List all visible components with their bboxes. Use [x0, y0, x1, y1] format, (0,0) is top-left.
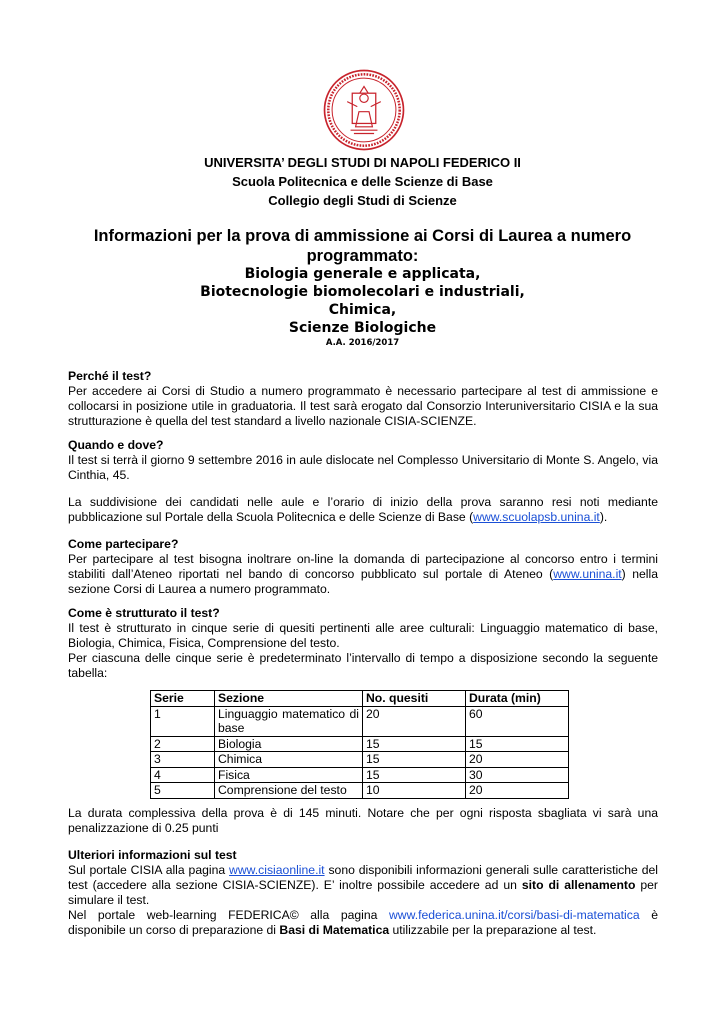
section-why [68, 369, 658, 429]
section-more-heading: Ulteriori informazioni sul test [68, 848, 237, 862]
table-header-row [151, 691, 569, 707]
scuolapsb-link[interactable]: www.scuolapsb.unina.it [473, 510, 600, 524]
section-more-p2-a: Nel portale web-learning FEDERICA© alla pagina [68, 908, 389, 922]
section-more [68, 848, 658, 938]
section-more-p1-a: Sul portale CISIA alla pagina [68, 863, 230, 877]
table-row [151, 736, 569, 752]
basi-matematica-text: Basi di Matematica [279, 923, 390, 937]
page-title-line2: programmato: [306, 247, 419, 265]
section-more-p2-c: utilizzabile per la preparazione al test. [389, 923, 597, 937]
section-how-text-pre: Per partecipare al test bisogna inoltrare on-line la domanda di partecipazione al concorso entro i termini stabiliti dall’Ateneo riportati nel bando di concorso pubblicato sul portale di Ateneo ( [68, 552, 658, 581]
table-header-sezione: Sezione [215, 691, 363, 707]
section-how-text-post: ) nella sezione Corsi di Laurea a numero programmato. [68, 567, 658, 596]
section-more-p2-b: è disponibile un corso di preparazione di [68, 908, 658, 937]
academic-year: A.A. 2016/2017 [325, 338, 400, 348]
school-name: Scuola Politecnica e delle Scienze di Base [232, 174, 493, 189]
table-cell: 15 [363, 752, 466, 768]
course-scienze-biologiche: Scienze Biologiche [288, 320, 437, 336]
cisiaonline-link[interactable]: www.cisiaonline.it [229, 863, 325, 877]
section-more-p1-c: per simulare il test. [68, 878, 658, 907]
section-how [68, 537, 658, 597]
table-cell: 3 [151, 752, 215, 768]
table-row [151, 706, 569, 736]
section-how-heading: Come partecipare? [68, 537, 179, 551]
table-cell: 60 [466, 706, 569, 736]
section-when-text1: Il test si terrà il giorno 9 settembre 2016 in aule dislocate nel Complesso Universitario di Monte S. Angelo, via Cinthia, 45. [68, 453, 658, 482]
college-name: Collegio degli Studi di Scienze [268, 193, 457, 208]
table-cell: 20 [363, 706, 466, 736]
section-duration [68, 806, 658, 836]
university-name: UNIVERSITA’ DEGLI STUDI DI NAPOLI FEDERICO II [204, 155, 521, 170]
table-cell: 4 [151, 767, 215, 783]
section-when-heading: Quando e dove? [68, 438, 164, 452]
page-title-line1: Informazioni per la prova di ammissione ai Corsi di Laurea a numero [93, 227, 632, 245]
table-cell: 15 [363, 767, 466, 783]
section-why-heading: Perché il test? [68, 369, 152, 383]
table-cell: Fisica [215, 767, 363, 783]
test-structure-table [150, 690, 569, 799]
table-cell: Biologia [215, 736, 363, 752]
table-cell: 1 [151, 706, 215, 736]
table-header-quesiti: No. quesiti [363, 691, 466, 707]
table-cell: 5 [151, 783, 215, 799]
table-header-serie: Serie [151, 691, 215, 707]
table-cell: 20 [466, 752, 569, 768]
course-biologia: Biologia generale e applicata, [244, 266, 481, 282]
table-row [151, 767, 569, 783]
table-cell: Chimica [215, 752, 363, 768]
section-when-rooms [68, 495, 658, 525]
section-when-text2-pre: La suddivisione dei candidati nelle aule e l’orario di inizio della prova saranno resi noti mediante pubblicazione sul Portale della Scuola Politecnica e delle Scienze di Base ( [68, 495, 658, 524]
unina-link[interactable]: www.unina.it [553, 567, 622, 581]
federica-link[interactable]: www.federica.unina.it/corsi/basi-di-matematica [389, 908, 640, 922]
table-row [151, 752, 569, 768]
section-structure-text1: Il test è strutturato in cinque serie di quesiti pertinenti alle aree culturali: Linguaggio matematico di base, Biologia, Chimica, Fisica, Comprensione del testo. [68, 621, 658, 650]
table-cell: 15 [466, 736, 569, 752]
course-chimica: Chimica, [328, 302, 397, 318]
table-row [151, 783, 569, 799]
section-duration-text: La durata complessiva della prova è di 145 minuti. Notare che per ogni risposta sbagliata vi sarà una penalizzazione di 0.25 punti [68, 806, 658, 835]
table-cell: 20 [466, 783, 569, 799]
table-cell: 10 [363, 783, 466, 799]
section-structure-heading: Come è strutturato il test? [68, 606, 220, 620]
section-why-text: Per accedere ai Corsi di Studio a numero programmato è necessario partecipare al test di ammissione e collocarsi in posizione utile in graduatoria. Il test sarà erogato dal Consorzio Interuniversitario CISIA e la sua strutturazione è quella del test standard a livello nazionale CISIA-SCIENZE. [68, 384, 658, 428]
table-cell: 2 [151, 736, 215, 752]
section-structure-text2: Per ciascuna delle cinque serie è predeterminato l’intervallo di tempo a disposizione secondo la seguente tabella: [68, 651, 658, 680]
section-structure [68, 606, 658, 681]
course-biotecnologie: Biotecnologie biomolecolari e industriali, [200, 284, 525, 300]
table-header-durata: Durata (min) [466, 691, 569, 707]
section-when-text2-post: ). [599, 510, 608, 524]
section-when [68, 438, 658, 483]
table-cell: Comprensione del testo [215, 783, 363, 799]
table-cell: 30 [466, 767, 569, 783]
table-cell: 15 [363, 736, 466, 752]
training-site-text: sito di allenamento [521, 878, 636, 892]
table-cell: Linguaggio matematico di base [215, 706, 363, 736]
section-more-p1-b: sono disponibili informazioni generali sulle caratteristiche del test (accedere alla sezione CISIA-SCIENZE). E’ inoltre possibile accedere ad un [68, 863, 658, 892]
university-seal-icon [322, 68, 406, 152]
